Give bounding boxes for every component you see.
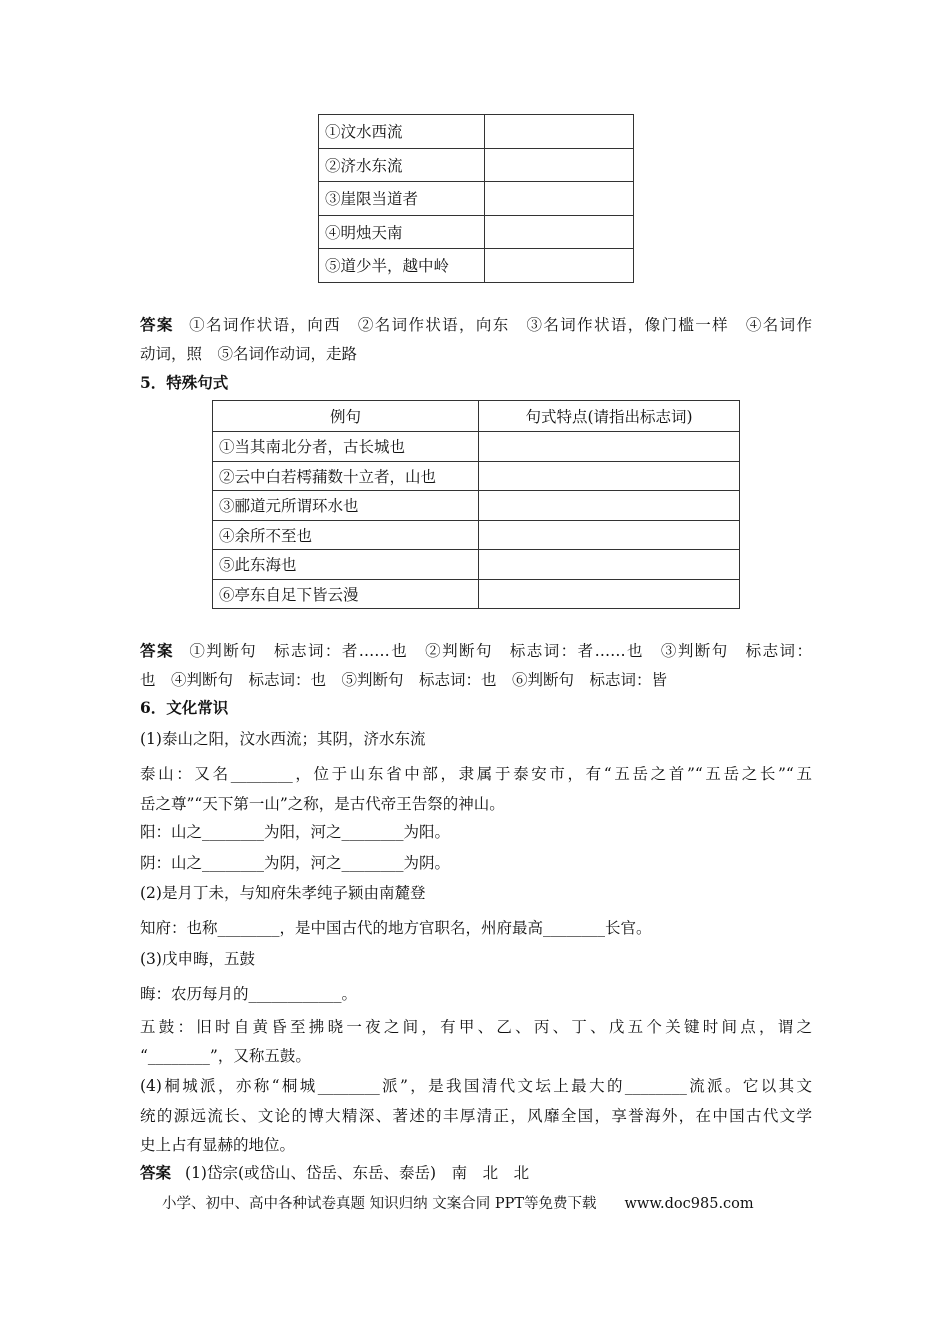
answer-label: 答案	[140, 641, 174, 660]
table-row	[319, 249, 634, 283]
text-line: “________”，又称五鼓。	[140, 1047, 311, 1065]
column-header: 句式特点(请指出标志词)	[479, 401, 740, 432]
table-row	[319, 115, 634, 149]
answer-cell	[479, 550, 740, 580]
word-usage-table	[318, 114, 634, 283]
table-row	[319, 182, 634, 216]
table-row	[213, 432, 740, 462]
answer-paragraph	[140, 641, 812, 661]
table-cell: ①汶水西流	[319, 115, 485, 149]
table-cell: ①当其南北分者，古长城也	[213, 432, 479, 462]
table-cell: ③郦道元所谓环水也	[213, 491, 479, 521]
answer-cell	[485, 215, 634, 249]
text-line: 晦：农历每月的____________。	[140, 985, 358, 1003]
answer-text: ①名词作状语，向西 ②名词作状语，向东 ③名词作状语，像门槛一样 ④名词作	[187, 316, 812, 334]
text-line: 阳：山之________为阳，河之________为阳。	[140, 823, 451, 841]
question-line: (2)是月丁未，与知府朱孝纯子颍由南麓登	[140, 884, 426, 902]
section-title: 6．文化常识	[140, 698, 229, 717]
answer-cell	[479, 579, 740, 609]
answer-cell	[485, 182, 634, 216]
table-row	[319, 148, 634, 182]
table-cell: ②云中白若樗蒱数十立者，山也	[213, 461, 479, 491]
text-line: 泰山：又名________，位于山东省中部，隶属于泰安市，有“五岳之首”“五岳之长”“五	[140, 765, 812, 783]
answer-paragraph	[140, 1163, 812, 1183]
question-line: (3)戊申晦，五鼓	[140, 950, 255, 968]
table-cell: ④余所不至也	[213, 520, 479, 550]
text-line: 岳之尊”“天下第一山”之称，是古代帝王告祭的神山。	[140, 795, 505, 813]
answer-cell	[485, 115, 634, 149]
answer-text-line: 动词，照 ⑤名词作动词，走路	[140, 345, 358, 363]
answer-text-line: 也 ④判断句 标志词：也 ⑤判断句 标志词：也 ⑥判断句 标志词：皆	[140, 671, 668, 689]
column-header: 例句	[213, 401, 479, 432]
table-cell: ⑤此东海也	[213, 550, 479, 580]
answer-cell	[485, 148, 634, 182]
table-row	[319, 215, 634, 249]
page-footer	[162, 1192, 754, 1213]
text-line: 五鼓：旧时自黄昏至拂晓一夜之间，有甲、乙、丙、丁、戊五个关键时间点，谓之	[140, 1018, 812, 1036]
section-title: 5．特殊句式	[140, 373, 229, 392]
table-header-row	[213, 401, 740, 432]
text-line: 史上占有显赫的地位。	[140, 1136, 296, 1154]
table-cell: ②济水东流	[319, 148, 485, 182]
answer-text: (1)岱宗(或岱山、岱岳、东岳、泰岳) 南 北 北	[185, 1164, 530, 1182]
answer-paragraph	[140, 315, 812, 335]
answer-text: ①判断句 标志词：者……也 ②判断句 标志词：者……也 ③判断句 标志词：	[187, 642, 812, 660]
text-line: 统的源远流长、文论的博大精深、著述的丰厚清正，风靡全国，享誉海外，在中国古代文学	[140, 1107, 812, 1125]
table-row	[213, 550, 740, 580]
table-cell: ⑥亭东自足下皆云漫	[213, 579, 479, 609]
table-row	[213, 491, 740, 521]
answer-cell	[479, 461, 740, 491]
answer-cell	[479, 491, 740, 521]
question-line: (4)桐城派，亦称“桐城________派”，是我国清代文坛上最大的________流派。它以其文	[140, 1077, 812, 1095]
text-line: 知府：也称________，是中国古代的地方官职名，州府最高________长官。	[140, 919, 652, 937]
question-line: (1)泰山之阳，汶水西流；其阴，济水东流	[140, 730, 426, 748]
table-row	[213, 579, 740, 609]
answer-label: 答案	[140, 1163, 172, 1182]
answer-label: 答案	[140, 315, 174, 334]
table-row	[213, 461, 740, 491]
answer-cell	[485, 249, 634, 283]
answer-cell	[479, 432, 740, 462]
answer-cell	[479, 520, 740, 550]
table-cell: ④明烛天南	[319, 215, 485, 249]
table-cell: ⑤道少半，越中岭	[319, 249, 485, 283]
sentence-pattern-table	[212, 400, 740, 609]
text-line: 阴：山之________为阴，河之________为阴。	[140, 854, 451, 872]
table-row	[213, 520, 740, 550]
footer-url[interactable]: www.doc985.com	[624, 1196, 754, 1212]
table-cell: ③崖限当道者	[319, 182, 485, 216]
footer-text: 小学、初中、高中各种试卷真题 知识归纳 文案合同 PPT等免费下载	[162, 1196, 597, 1212]
